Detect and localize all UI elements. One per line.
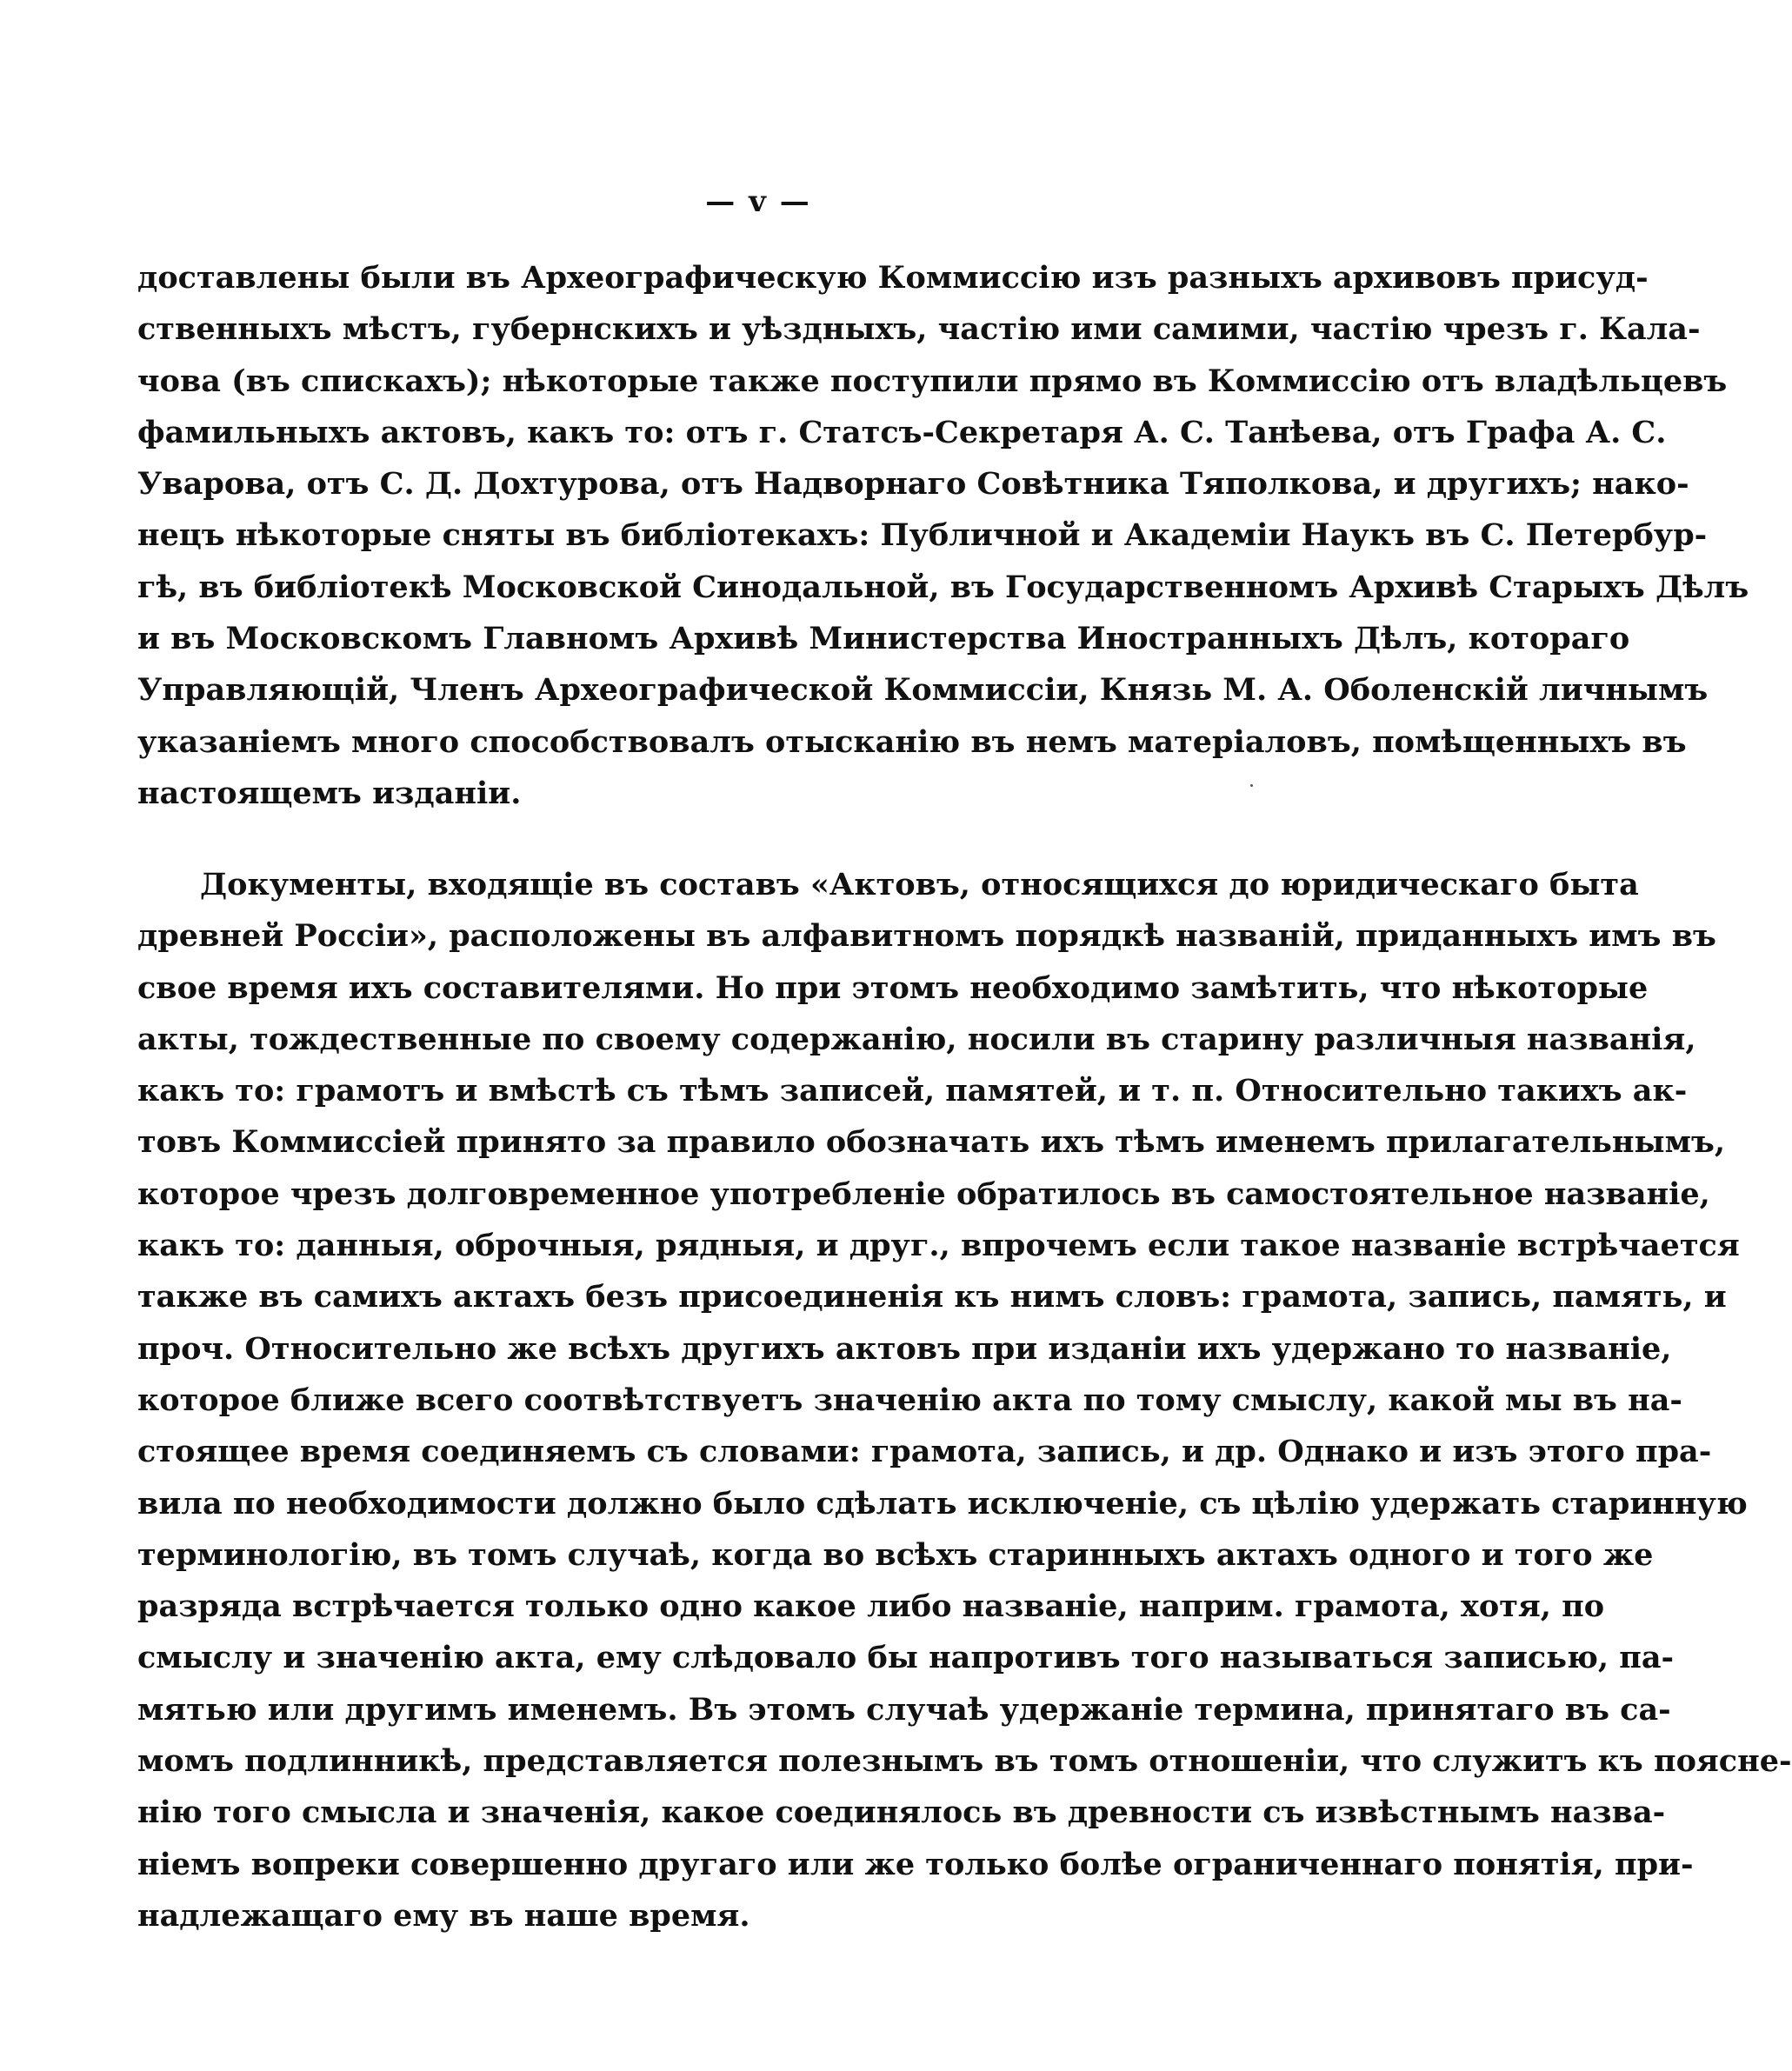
text-line: смыслу и значенiю акта, ему слѣдовало бы напротивъ того называться записью, па- xyxy=(137,1640,1675,1676)
text-line: надлежащаго ему въ наше время. xyxy=(137,1897,750,1934)
text-line: доставлены были въ Археографическую Коммиссiю изъ разныхъ архивовъ присуд- xyxy=(137,260,1649,296)
text-line: проч. Относительно же всѣхъ другихъ актовъ при изданiи ихъ удержано то названiе, xyxy=(137,1330,1672,1367)
text-line: которое ближе всего соотвѣтствуетъ значенiю акта по тому смыслу, какой мы въ на- xyxy=(137,1382,1682,1418)
text-line: нiю того смысла и значенiя, какое соединялось въ древности съ извѣстнымъ назва- xyxy=(137,1795,1666,1831)
text-line: какъ то: грамотъ и вмѣстѣ съ тѣмъ записей, памятей, и т. п. Относительно такихъ ак- xyxy=(137,1073,1688,1109)
text-line: Документы, входящiе въ составъ «Актовъ, относящихся до юридическаго быта xyxy=(200,867,1639,902)
text-line: указанiемъ много способствовалъ отысканiю въ немъ матерiаловъ, помѣщенныхъ въ xyxy=(137,723,1687,760)
text-line: разряда встрѣчается только одно какое либо названiе, наприм. грамота, хотя, по xyxy=(137,1588,1605,1625)
text-line: какъ то: данныя, оброчныя, рядныя, и друг., впрочемъ если такое названiе встрѣчается xyxy=(137,1228,1740,1264)
text-line: также въ самихъ актахъ безъ присоединенiя къ нимъ словъ: грамота, запись, память, и xyxy=(137,1279,1727,1315)
text-line: нiемъ вопреки совершенно другаго или же только болѣе ограниченнаго понятiя, при- xyxy=(137,1846,1694,1882)
text-line: нецъ нѣкоторые сняты въ библiотекахъ: Публичной и Академiи Наукъ въ С. Петербур- xyxy=(137,517,1708,554)
text-line: акты, тождественные по своему содержанiю, носили въ старину различныя названiя, xyxy=(137,1021,1696,1057)
text-line: фамильныхъ актовъ, какъ то: отъ г. Статсъ-Секретаря А. С. Танѣева, отъ Графа А. С. xyxy=(137,414,1667,450)
print-speck xyxy=(1250,784,1253,787)
text-line: терминологiю, въ томъ случаѣ, когда во всѣхъ старинныхъ актахъ одного и того же xyxy=(137,1536,1654,1573)
text-line: Уварова, отъ С. Д. Дохтурова, отъ Надворнаго Совѣтника Тяполкова, и другихъ; нако- xyxy=(137,466,1689,503)
text-line: момъ подлинникѣ, представляется полезнымъ въ томъ отношенiи, что служитъ къ поясне- xyxy=(137,1743,1792,1780)
text-line: вила по необходимости должно было сдѣлать исключенiе, съ цѣлiю удержать старинную xyxy=(137,1485,1748,1522)
text-line: древней Россiи», расположены въ алфавитномъ порядкѣ названiй, приданныхъ имъ въ xyxy=(137,918,1716,955)
text-line: мятью или другимъ именемъ. Въ этомъ случаѣ удержанiе термина, принятаго въ са- xyxy=(137,1691,1671,1728)
text-line: гѣ, въ библiотекѣ Московской Синодальной, въ Государственномъ Архивѣ Старыхъ Дѣлъ xyxy=(137,569,1749,605)
text-line: настоящемъ изданiи. xyxy=(137,775,522,811)
paragraph-2 xyxy=(137,859,1792,1941)
text-line: стоящее время соединяемъ съ словами: грамота, запись, и др. Однако и изъ этого пра- xyxy=(137,1434,1712,1470)
text-line: чова (въ спискахъ); нѣкоторые также поступили прямо въ Коммиссiю отъ владѣльцевъ xyxy=(137,363,1728,399)
paragraph-1 xyxy=(137,252,1749,819)
text-line: ственныхъ мѣстъ, губернскихъ и уѣздныхъ, частiю ими самими, частiю чрезъ г. Кала- xyxy=(137,311,1701,348)
text-line: и въ Московскомъ Главномъ Архивѣ Министерства Иностранныхъ Дѣлъ, котораго xyxy=(137,621,1630,657)
page-number: — v — xyxy=(705,184,811,219)
text-line: товъ Коммиссiей принято за правило обозначать ихъ тѣмъ именемъ прилагательнымъ, xyxy=(137,1124,1726,1161)
text-line: свое время ихъ составителями. Но при этомъ необходимо замѣтить, что нѣкоторые xyxy=(137,969,1649,1006)
text-line: Управляющiй, Членъ Археографической Коммиссiи, Князь М. А. Оболенскiй личнымъ xyxy=(137,672,1709,709)
text-line: которое чрезъ долговременное употребленiе обратилось въ самостоятельное названiе, xyxy=(137,1175,1710,1212)
